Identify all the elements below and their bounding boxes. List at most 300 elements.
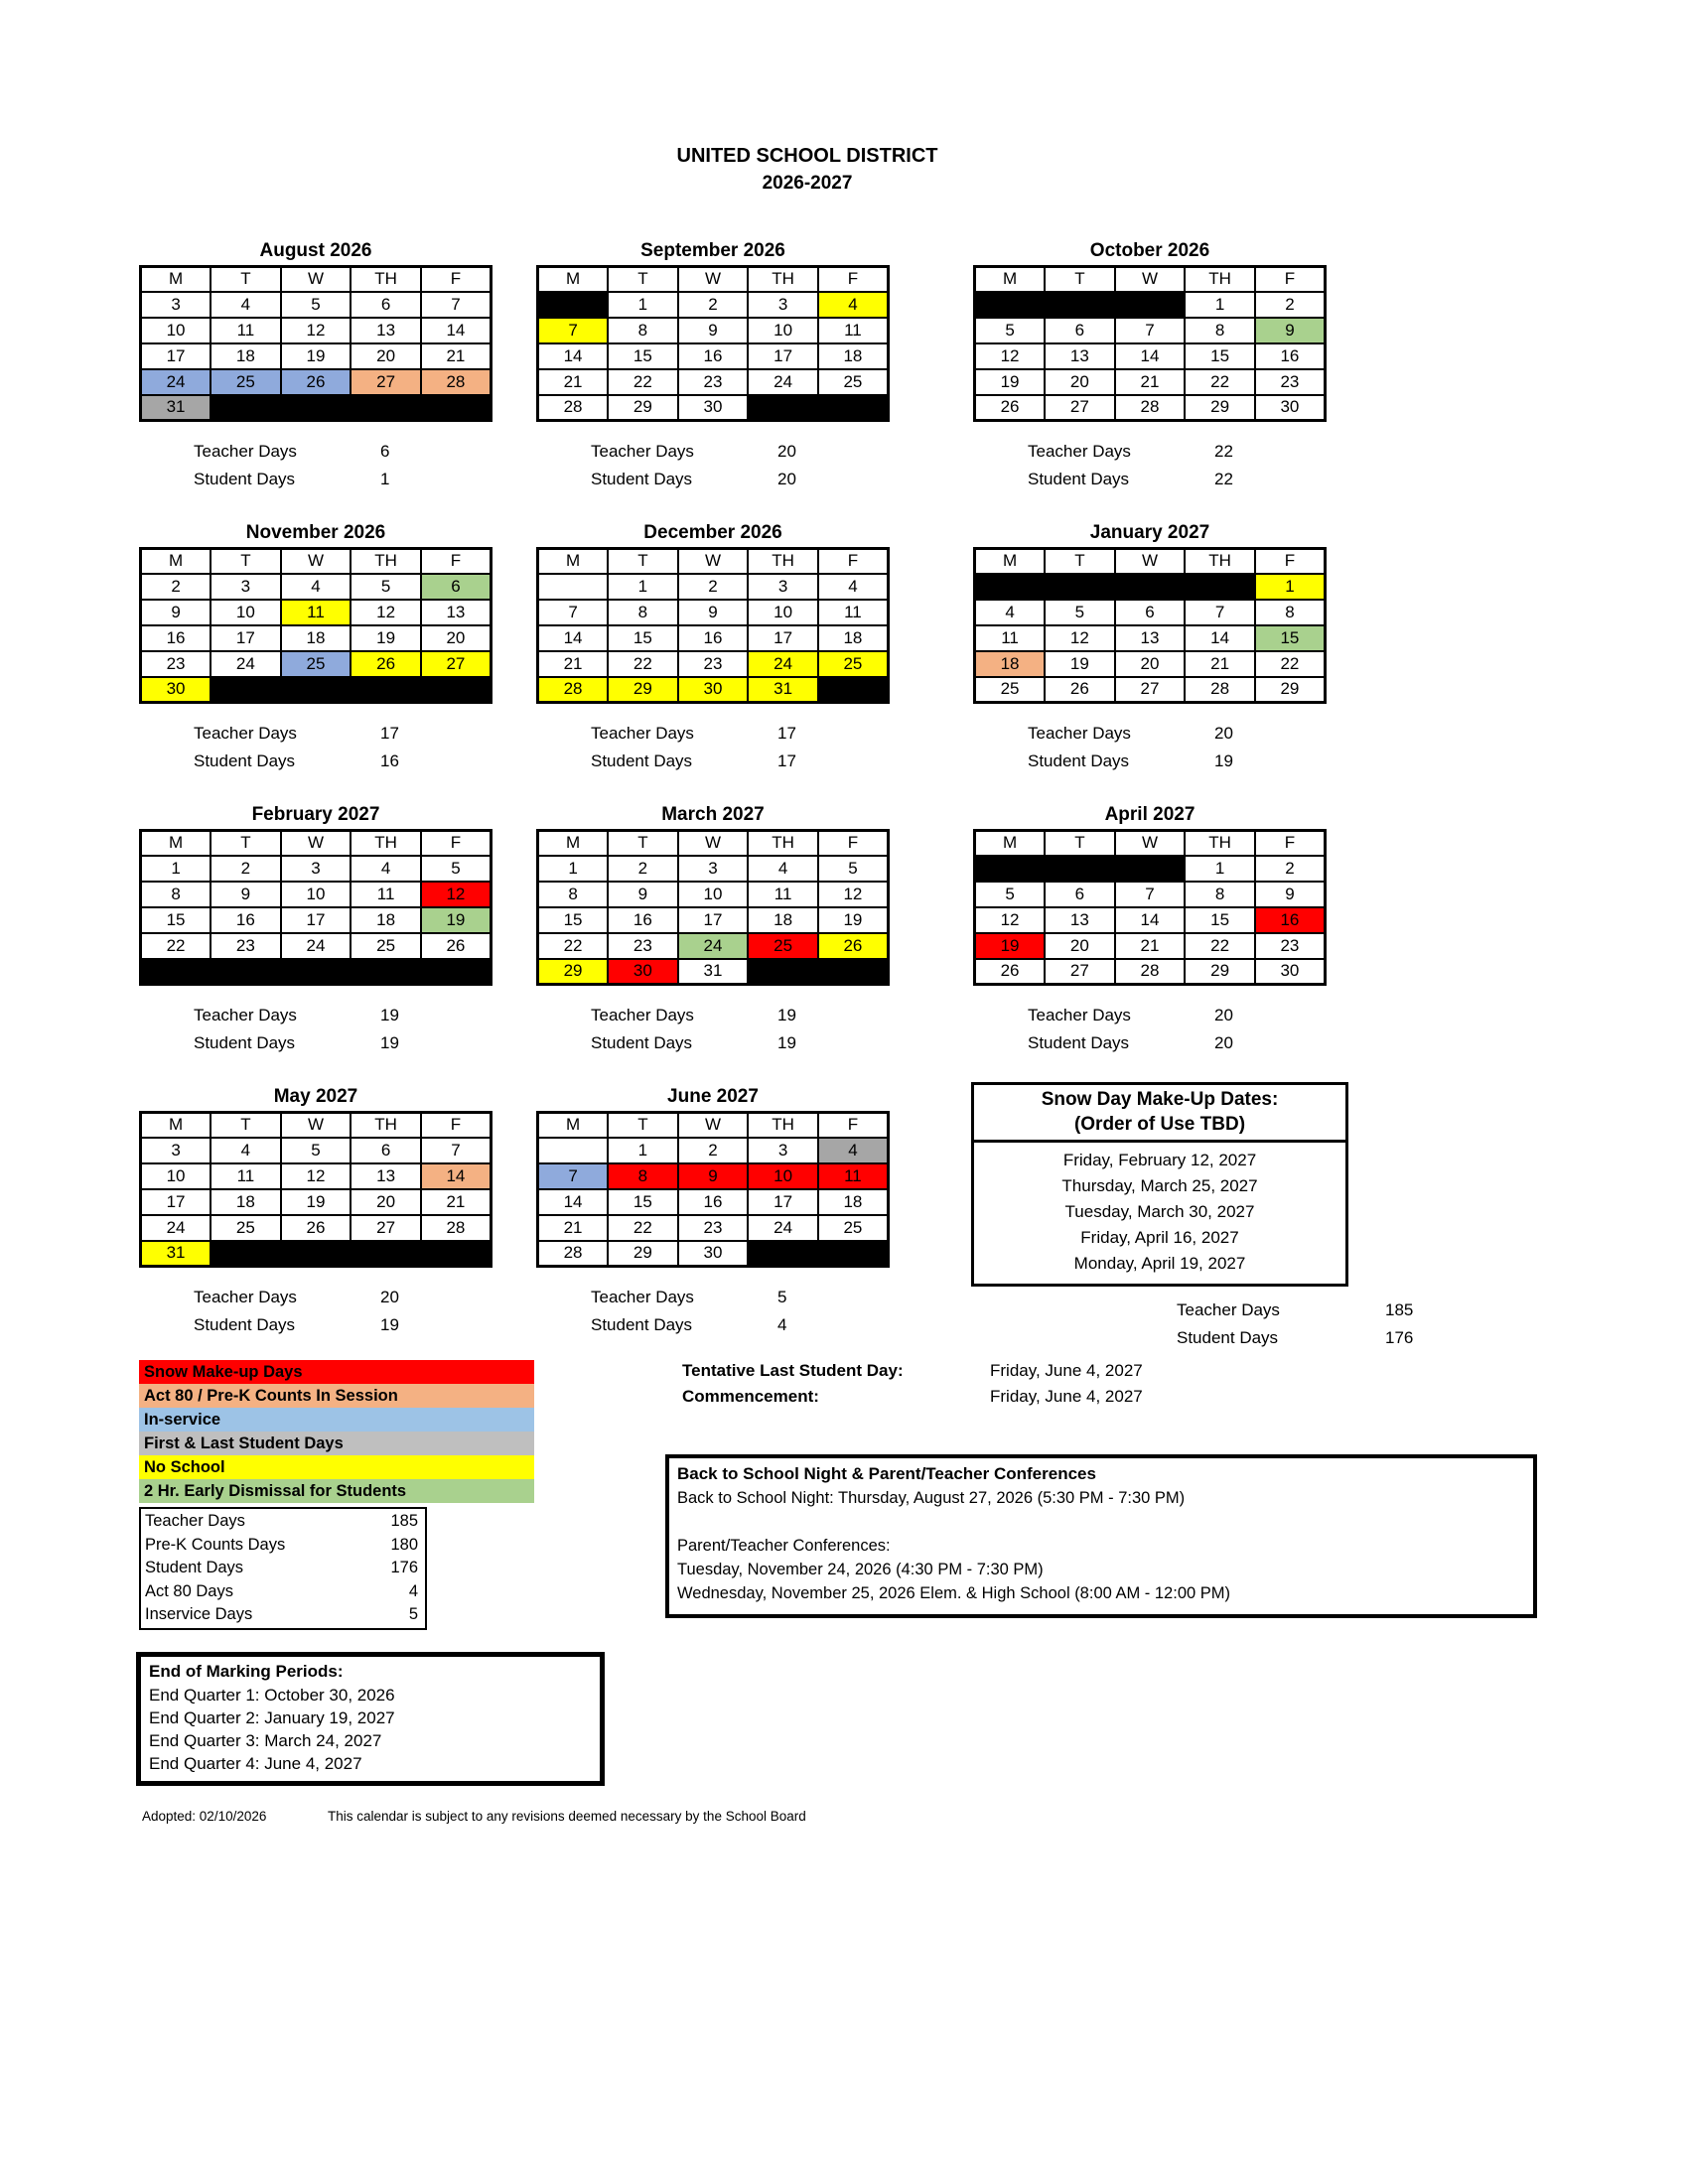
day-header: TH (351, 267, 421, 292)
day-cell: 12 (421, 882, 492, 907)
month-title: January 2027 (1089, 522, 1210, 543)
day-cell: 20 (351, 343, 421, 369)
day-cell: 21 (421, 1189, 492, 1215)
day-cell: 13 (1045, 907, 1115, 933)
day-cell: 15 (1255, 625, 1326, 651)
teacher-days-row (536, 1002, 890, 1029)
day-cell: 4 (211, 1138, 281, 1163)
day-cell: 7 (1185, 600, 1255, 625)
day-cell: 28 (421, 1215, 492, 1241)
day-cell: 4 (351, 856, 421, 882)
student-days-value: 19 (380, 1315, 399, 1334)
student-days-label: Student Days (194, 1315, 296, 1334)
day-cell: 28 (1115, 959, 1186, 985)
summary-count-row (141, 1557, 425, 1580)
back-to-school-line: Parent/Teacher Conferences: (677, 1537, 891, 1555)
day-cell: 15 (1185, 907, 1255, 933)
school-year-subtitle: 2026-2027 (762, 173, 853, 194)
day-cell: 6 (1045, 318, 1115, 343)
student-days-value: 19 (777, 1033, 796, 1052)
day-cell: 25 (818, 1215, 889, 1241)
day-header: TH (351, 831, 421, 856)
day-cell: 15 (538, 907, 609, 933)
day-header: TH (1185, 267, 1255, 292)
day-cell: 14 (538, 343, 609, 369)
teacher-days-value: 19 (380, 1006, 399, 1024)
month-september-2026 (536, 240, 890, 493)
snow-box-title-line1: Snow Day Make-Up Dates: (1041, 1089, 1279, 1110)
day-cell (538, 1138, 609, 1163)
month-title: November 2026 (245, 522, 386, 543)
day-cell: 14 (1115, 343, 1186, 369)
day-cell: 3 (748, 1138, 818, 1163)
day-cell: 26 (818, 933, 889, 959)
day-cell: 29 (1185, 395, 1255, 421)
day-cell: 10 (748, 600, 818, 625)
month-october-2026 (973, 240, 1327, 493)
day-header: F (818, 267, 889, 292)
day-cell: 31 (748, 677, 818, 703)
teacher-days-row (536, 720, 890, 748)
student-days-row (536, 466, 890, 493)
day-header: W (1115, 267, 1186, 292)
day-cell: 7 (538, 1163, 609, 1189)
commencement-value: Friday, June 4, 2027 (990, 1387, 1143, 1406)
snow-box-title (974, 1085, 1345, 1143)
filler-cell (1115, 574, 1186, 600)
student-days-label: Student Days (194, 1033, 296, 1052)
year-student-days-row (1152, 1324, 1509, 1352)
revision-note: This calendar is subject to any revisions deemed necessary by the School Board (328, 1809, 806, 1824)
month-grid (973, 547, 1327, 704)
day-cell: 13 (1115, 625, 1186, 651)
day-header: M (538, 1113, 609, 1138)
day-cell: 29 (538, 959, 609, 985)
marking-period-line: End Quarter 3: March 24, 2027 (149, 1731, 382, 1750)
day-cell: 24 (141, 369, 211, 395)
snow-makeup-date: Friday, April 16, 2027 (1080, 1228, 1239, 1247)
day-cell: 23 (678, 651, 749, 677)
day-cell: 11 (818, 1163, 889, 1189)
filler-cell (421, 395, 492, 421)
day-cell: 23 (1255, 933, 1326, 959)
teacher-days-value: 17 (380, 724, 399, 743)
month-day-counts (139, 1002, 492, 1057)
filler-cell (818, 395, 889, 421)
filler-cell (211, 677, 281, 703)
month-day-counts (973, 720, 1327, 775)
snow-box-title-line2: (Order of Use TBD) (1073, 1114, 1246, 1135)
day-cell: 19 (281, 1189, 352, 1215)
day-cell: 24 (281, 933, 352, 959)
month-title: October 2026 (1089, 240, 1210, 261)
month-grid (536, 265, 890, 422)
day-cell: 31 (141, 1241, 211, 1267)
day-cell: 12 (351, 600, 421, 625)
day-cell: 23 (1255, 369, 1326, 395)
day-counts-summary-box (139, 1507, 427, 1630)
day-cell: 27 (421, 651, 492, 677)
student-days-value: 22 (1214, 470, 1233, 488)
day-cell: 11 (748, 882, 818, 907)
day-cell: 17 (211, 625, 281, 651)
day-cell: 26 (281, 1215, 352, 1241)
snow-box-dates (974, 1143, 1345, 1284)
day-cell: 17 (141, 343, 211, 369)
day-cell: 22 (608, 651, 678, 677)
day-cell (538, 574, 609, 600)
month-day-counts (536, 1284, 890, 1339)
summary-count-label: Student Days (145, 1559, 244, 1576)
day-cell: 22 (141, 933, 211, 959)
filler-cell (351, 395, 421, 421)
student-days-label: Student Days (591, 1315, 693, 1334)
teacher-days-value: 20 (777, 442, 796, 461)
day-cell: 11 (281, 600, 352, 625)
day-header: TH (748, 267, 818, 292)
day-cell: 10 (141, 1163, 211, 1189)
filler-cell (818, 959, 889, 985)
day-cell: 1 (141, 856, 211, 882)
day-cell: 6 (1115, 600, 1186, 625)
end-of-marking-periods-box (136, 1652, 605, 1786)
day-cell: 30 (1255, 395, 1326, 421)
back-to-school-line (677, 1510, 1525, 1534)
filler-cell (281, 677, 352, 703)
day-cell: 25 (211, 1215, 281, 1241)
month-day-counts (139, 438, 492, 493)
day-header: T (1045, 549, 1115, 574)
day-cell: 5 (975, 318, 1046, 343)
student-days-label: Student Days (194, 470, 296, 488)
day-cell: 14 (421, 318, 492, 343)
day-cell: 23 (141, 651, 211, 677)
day-cell: 14 (1185, 625, 1255, 651)
day-cell: 19 (975, 933, 1046, 959)
month-day-counts (536, 1002, 890, 1057)
day-cell: 15 (608, 625, 678, 651)
month-title: March 2027 (661, 804, 765, 825)
day-cell: 1 (608, 1138, 678, 1163)
student-days-row (139, 1029, 492, 1057)
day-cell: 10 (141, 318, 211, 343)
day-cell: 5 (975, 882, 1046, 907)
day-cell: 8 (608, 318, 678, 343)
day-header: W (281, 831, 352, 856)
day-cell: 2 (678, 574, 749, 600)
day-header: W (1115, 831, 1186, 856)
month-title: May 2027 (273, 1086, 358, 1107)
month-august-2026 (139, 240, 492, 493)
day-cell: 22 (538, 933, 609, 959)
day-cell: 3 (748, 292, 818, 318)
day-cell: 8 (608, 1163, 678, 1189)
month-title: December 2026 (643, 522, 782, 543)
day-header: TH (1185, 831, 1255, 856)
day-cell: 24 (678, 933, 749, 959)
back-to-school-line: Tuesday, November 24, 2026 (4:30 PM - 7:30 PM) (677, 1561, 1044, 1578)
day-cell: 28 (1185, 677, 1255, 703)
summary-count-row (141, 1510, 425, 1534)
month-title: June 2027 (667, 1086, 759, 1107)
teacher-days-value: 6 (380, 442, 390, 461)
day-cell: 5 (421, 856, 492, 882)
filler-cell (281, 959, 352, 985)
day-cell: 16 (608, 907, 678, 933)
day-header: W (1115, 549, 1186, 574)
day-cell: 11 (211, 1163, 281, 1189)
filler-cell (351, 959, 421, 985)
day-cell: 4 (818, 292, 889, 318)
filler-cell (351, 1241, 421, 1267)
day-cell: 24 (748, 1215, 818, 1241)
day-header: M (975, 267, 1046, 292)
day-cell: 25 (351, 933, 421, 959)
marking-period-line: End Quarter 2: January 19, 2027 (149, 1708, 395, 1727)
day-header: M (141, 831, 211, 856)
filler-cell (1045, 574, 1115, 600)
legend-item: Snow Make-up Days (139, 1360, 534, 1384)
teacher-days-value: 19 (777, 1006, 796, 1024)
teacher-days-row (139, 1284, 492, 1311)
day-cell: 2 (678, 1138, 749, 1163)
student-days-row (139, 1311, 492, 1339)
day-cell: 18 (818, 343, 889, 369)
day-cell: 22 (1185, 369, 1255, 395)
day-header: W (678, 1113, 749, 1138)
day-cell: 21 (1115, 369, 1186, 395)
day-cell: 14 (538, 625, 609, 651)
day-header: TH (748, 549, 818, 574)
teacher-days-value: 20 (380, 1288, 399, 1306)
day-header: F (421, 549, 492, 574)
filler-cell (281, 1241, 352, 1267)
day-cell: 8 (1185, 318, 1255, 343)
day-cell: 5 (818, 856, 889, 882)
day-cell: 20 (1045, 369, 1115, 395)
teacher-days-label: Teacher Days (1028, 724, 1131, 743)
day-cell: 20 (1045, 933, 1115, 959)
day-header: T (211, 267, 281, 292)
day-cell: 2 (608, 856, 678, 882)
day-cell: 20 (1115, 651, 1186, 677)
day-cell: 13 (351, 1163, 421, 1189)
day-cell: 4 (281, 574, 352, 600)
day-cell: 7 (421, 292, 492, 318)
day-cell: 23 (608, 933, 678, 959)
month-january-2027 (973, 522, 1327, 775)
day-cell: 13 (1045, 343, 1115, 369)
student-days-value: 20 (777, 470, 796, 488)
month-june-2027 (536, 1086, 890, 1339)
day-cell: 9 (1255, 318, 1326, 343)
tentative-last-student-day-value: Friday, June 4, 2027 (990, 1361, 1143, 1380)
back-to-school-lines (677, 1486, 1525, 1605)
day-cell: 13 (421, 600, 492, 625)
day-header: W (678, 549, 749, 574)
day-header: TH (748, 831, 818, 856)
day-cell: 29 (1185, 959, 1255, 985)
marking-periods-lines (149, 1684, 592, 1775)
summary-count-value: 5 (408, 1605, 418, 1623)
month-day-counts (536, 720, 890, 775)
month-day-counts (973, 438, 1327, 493)
day-cell: 4 (211, 292, 281, 318)
day-cell: 11 (351, 882, 421, 907)
year-student-days-label: Student Days (1177, 1328, 1279, 1347)
day-cell: 25 (818, 369, 889, 395)
filler-cell (538, 292, 609, 318)
student-days-row (973, 466, 1327, 493)
month-may-2027 (139, 1086, 492, 1339)
month-april-2027 (973, 804, 1327, 1057)
snow-makeup-date: Friday, February 12, 2027 (1062, 1151, 1257, 1169)
day-header: T (608, 267, 678, 292)
month-grid (139, 265, 492, 422)
day-cell: 27 (1045, 395, 1115, 421)
day-cell: 18 (748, 907, 818, 933)
day-cell: 2 (1255, 292, 1326, 318)
legend-item: Act 80 / Pre-K Counts In Session (139, 1384, 534, 1408)
day-cell: 7 (421, 1138, 492, 1163)
district-title: UNITED SCHOOL DISTRICT (676, 145, 938, 167)
day-cell: 2 (211, 856, 281, 882)
day-header: TH (351, 549, 421, 574)
filler-cell (1185, 574, 1255, 600)
day-cell: 24 (211, 651, 281, 677)
legend-item: 2 Hr. Early Dismissal for Students (139, 1479, 534, 1503)
filler-cell (421, 677, 492, 703)
day-header: TH (351, 1113, 421, 1138)
day-header: T (608, 549, 678, 574)
day-header: F (818, 549, 889, 574)
year-teacher-days-row (1152, 1297, 1509, 1324)
day-cell: 7 (1115, 882, 1186, 907)
filler-cell (1115, 292, 1186, 318)
day-cell: 19 (421, 907, 492, 933)
day-header: F (818, 831, 889, 856)
day-cell: 16 (678, 343, 749, 369)
day-cell: 21 (538, 651, 609, 677)
filler-cell (421, 959, 492, 985)
day-cell: 16 (211, 907, 281, 933)
day-header: F (421, 1113, 492, 1138)
day-cell: 27 (1115, 677, 1186, 703)
day-cell: 11 (818, 600, 889, 625)
day-cell: 8 (538, 882, 609, 907)
student-days-value: 16 (380, 751, 399, 770)
day-cell: 29 (608, 677, 678, 703)
day-cell: 8 (1185, 882, 1255, 907)
day-cell: 21 (538, 369, 609, 395)
student-days-row (973, 1029, 1327, 1057)
day-cell: 24 (748, 651, 818, 677)
year-teacher-days-label: Teacher Days (1177, 1300, 1280, 1319)
summary-count-value: 185 (390, 1512, 418, 1530)
day-cell: 30 (1255, 959, 1326, 985)
summary-count-row (141, 1603, 425, 1627)
year-teacher-days-value: 185 (1385, 1300, 1414, 1319)
student-days-value: 19 (380, 1033, 399, 1052)
day-header: M (975, 549, 1046, 574)
day-cell: 12 (818, 882, 889, 907)
day-cell: 26 (421, 933, 492, 959)
summary-count-value: 180 (390, 1535, 418, 1554)
day-cell: 11 (818, 318, 889, 343)
month-grid (139, 829, 492, 986)
day-cell: 10 (748, 318, 818, 343)
day-header: TH (748, 1113, 818, 1138)
day-cell: 1 (538, 856, 609, 882)
month-grid (973, 829, 1327, 986)
day-cell: 29 (608, 395, 678, 421)
summary-count-label: Act 80 Days (145, 1581, 233, 1600)
day-cell: 15 (141, 907, 211, 933)
day-header: T (1045, 267, 1115, 292)
day-header: F (1255, 549, 1326, 574)
day-cell: 18 (211, 1189, 281, 1215)
teacher-days-label: Teacher Days (1028, 442, 1131, 461)
teacher-days-label: Teacher Days (591, 1288, 694, 1306)
day-cell: 2 (678, 292, 749, 318)
day-cell: 10 (678, 882, 749, 907)
day-cell: 17 (748, 343, 818, 369)
day-cell: 10 (748, 1163, 818, 1189)
filler-cell (748, 395, 818, 421)
day-header: W (281, 267, 352, 292)
month-title: February 2027 (251, 804, 380, 825)
student-days-label: Student Days (194, 751, 296, 770)
day-cell: 8 (608, 600, 678, 625)
day-cell: 25 (818, 651, 889, 677)
filler-cell (1045, 856, 1115, 882)
student-days-label: Student Days (591, 751, 693, 770)
legend-item: First & Last Student Days (139, 1432, 534, 1455)
day-cell: 1 (1185, 292, 1255, 318)
day-cell: 16 (1255, 907, 1326, 933)
day-cell: 31 (678, 959, 749, 985)
day-header: W (678, 267, 749, 292)
day-cell: 19 (351, 625, 421, 651)
day-cell: 17 (748, 1189, 818, 1215)
day-header: W (281, 1113, 352, 1138)
day-cell: 9 (678, 318, 749, 343)
filler-cell (211, 959, 281, 985)
day-cell: 17 (141, 1189, 211, 1215)
day-cell: 12 (975, 343, 1046, 369)
marking-periods-title: End of Marking Periods: (149, 1662, 344, 1681)
day-cell: 21 (538, 1215, 609, 1241)
day-header: T (1045, 831, 1115, 856)
day-cell: 23 (678, 1215, 749, 1241)
month-december-2026 (536, 522, 890, 775)
day-cell: 3 (141, 292, 211, 318)
filler-cell (1115, 856, 1186, 882)
teacher-days-value: 20 (1214, 1006, 1233, 1024)
day-cell: 11 (211, 318, 281, 343)
day-cell: 26 (281, 369, 352, 395)
day-cell: 1 (608, 574, 678, 600)
day-cell: 9 (211, 882, 281, 907)
day-cell: 14 (1115, 907, 1186, 933)
day-cell: 26 (1045, 677, 1115, 703)
day-header: M (141, 1113, 211, 1138)
month-grid (536, 547, 890, 704)
student-days-value: 17 (777, 751, 796, 770)
teacher-days-row (139, 438, 492, 466)
day-cell: 5 (1045, 600, 1115, 625)
day-cell: 19 (1045, 651, 1115, 677)
